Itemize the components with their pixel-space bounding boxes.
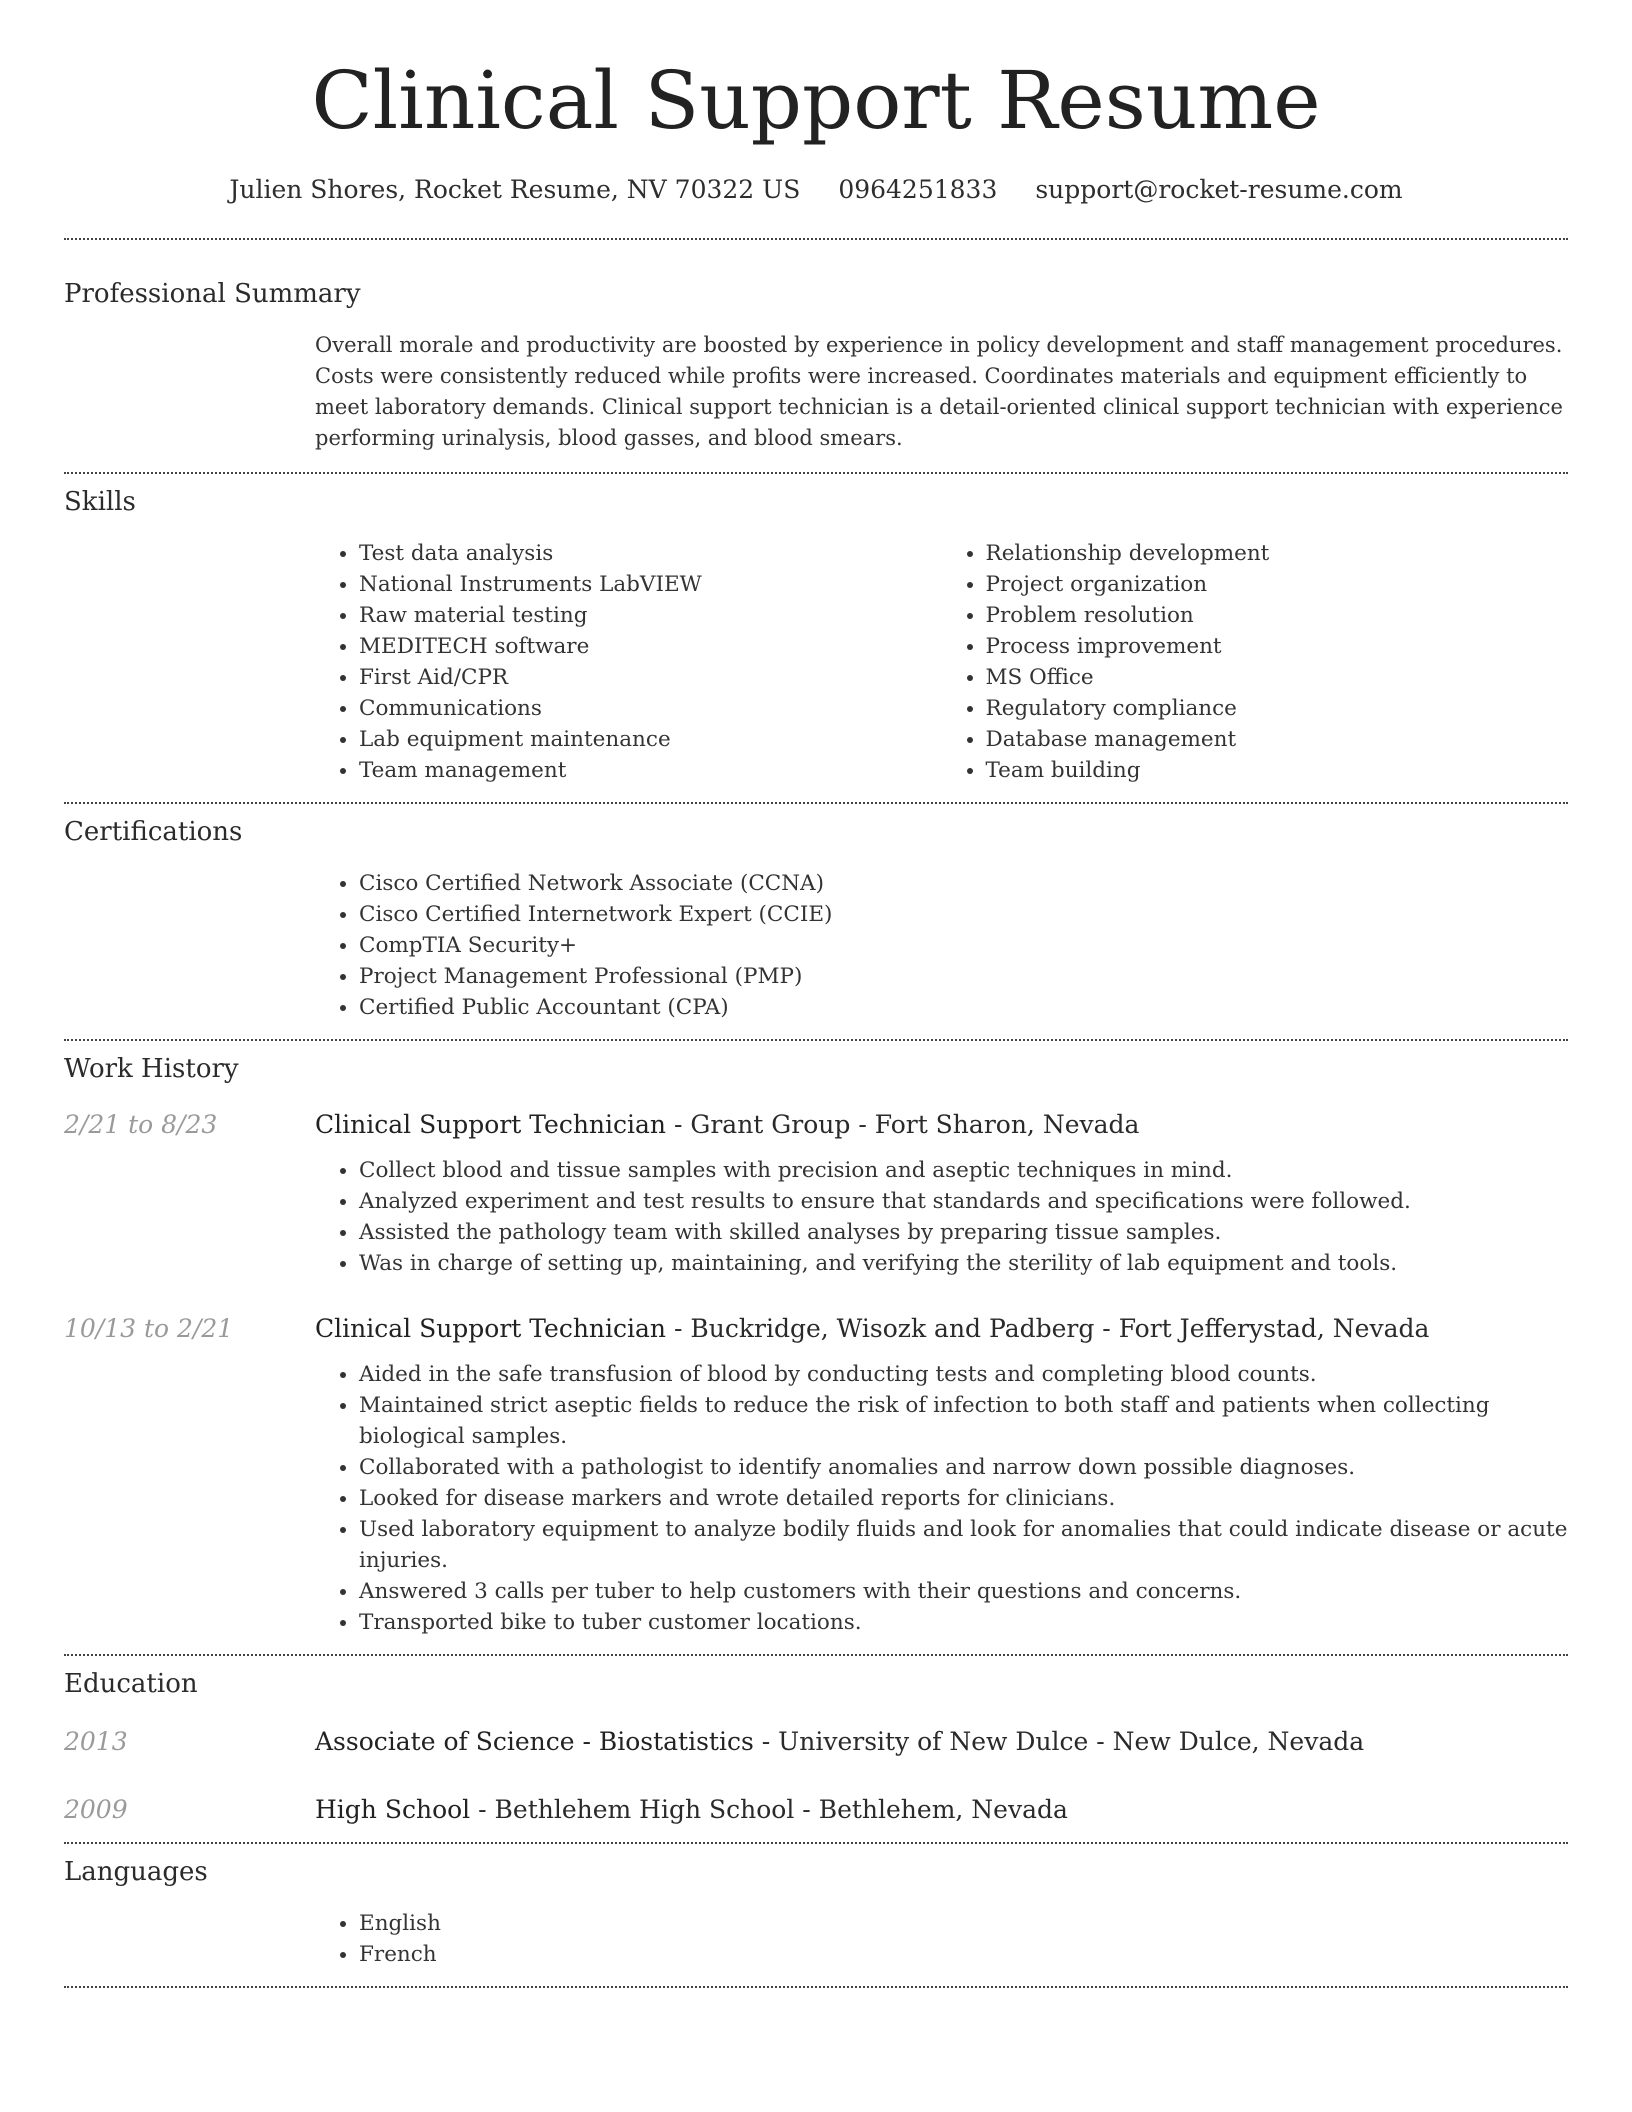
job-title [315, 1311, 1429, 1347]
list-item: • Communications [359, 693, 942, 724]
list-item: • Process improvement [986, 631, 1569, 662]
list-item: • Database management [986, 724, 1569, 755]
job-bullets [315, 1359, 1568, 1638]
job-employer: - Buckridge, Wisozk and Padberg - Fort Jefferystad, Nevada [666, 1314, 1430, 1343]
page-title: Clinical Support Resume [311, 54, 1321, 147]
education-year: 2009 [64, 1795, 128, 1824]
list-item: • Lab equipment maintenance [359, 724, 942, 755]
list-item: • CompTIA Security+ [359, 930, 1568, 961]
job-entry [64, 1107, 1568, 1279]
education-school: - University of New Dulce - New Dulce, Nevada [753, 1727, 1365, 1756]
work-history-heading: Work History [64, 1054, 239, 1084]
list-item: • Transported bike to tuber customer locations. [359, 1607, 1568, 1638]
education-year: 2013 [64, 1727, 128, 1756]
job-role: Clinical Support Technician [315, 1110, 667, 1139]
list-item: • Regulatory compliance [986, 693, 1569, 724]
list-item: • Was in charge of setting up, maintaining, and verifying the sterility of lab equipment and tools. [359, 1248, 1568, 1279]
list-item: • Relationship development [986, 538, 1569, 569]
list-item: • Test data analysis [359, 538, 942, 569]
skills-heading: Skills [64, 487, 136, 517]
education-entry [64, 1724, 1568, 1760]
list-item: • Answered 3 calls per tuber to help customers with their questions and concerns. [359, 1576, 1568, 1607]
skills-section [64, 474, 1568, 802]
list-item: • Raw material testing [359, 600, 942, 631]
job-employer: - Grant Group - Fort Sharon, Nevada [666, 1110, 1140, 1139]
summary-section [64, 240, 1568, 472]
contact-address: Julien Shores, Rocket Resume, NV 70322 US [229, 175, 801, 204]
list-item: • English [359, 1908, 1568, 1939]
work-history-section [64, 1041, 1568, 1654]
education-degree: High School [315, 1795, 471, 1824]
contact-line [64, 172, 1568, 208]
contact-email: support@rocket-resume.com [1035, 175, 1403, 204]
list-item: • Project organization [986, 569, 1569, 600]
list-item: • Maintained strict aseptic fields to reduce the risk of infection to both staff and patients when collecting biological samples. [359, 1390, 1568, 1452]
list-item: • National Instruments LabVIEW [359, 569, 942, 600]
list-item: • MEDITECH software [359, 631, 942, 662]
contact-phone: 0964251833 [838, 175, 998, 204]
list-item: • Certified Public Accountant (CPA) [359, 992, 1568, 1023]
education-degree: Associate of Science - Biostatistics [315, 1727, 754, 1756]
summary-text: Overall morale and productivity are boosted by experience in policy development and staff management procedures. Costs were consistently reduced while profits were increased. Coordinates materials and equipment efficiently to meet laboratory demands. Clinical support technician is a detail-oriented clinical support technician with experience performing urinalysis, blood gasses, and blood smears. [315, 333, 1563, 450]
summary-heading: Professional Summary [64, 279, 361, 309]
education-heading: Education [64, 1669, 198, 1699]
list-item: • Team building [986, 755, 1569, 786]
education-entry [64, 1792, 1568, 1828]
list-item: • Cisco Certified Network Associate (CCNA) [359, 868, 1568, 899]
list-item: • Problem resolution [986, 600, 1569, 631]
list-item: • Project Management Professional (PMP) [359, 961, 1568, 992]
skills-list-left [315, 538, 942, 786]
list-item: • MS Office [986, 662, 1569, 693]
skills-list-right [942, 538, 1569, 786]
education-title [315, 1724, 1364, 1760]
languages-list [315, 1908, 1568, 1970]
list-item: • Cisco Certified Internetwork Expert (CCIE) [359, 899, 1568, 930]
list-item: • French [359, 1939, 1568, 1970]
certifications-heading: Certifications [64, 817, 243, 847]
education-school: - Bethlehem High School - Bethlehem, Nevada [470, 1795, 1068, 1824]
certifications-list [315, 868, 1568, 1023]
education-section [64, 1656, 1568, 1842]
list-item: • Looked for disease markers and wrote detailed reports for clinicians. [359, 1483, 1568, 1514]
job-title [315, 1107, 1139, 1143]
job-bullets [315, 1155, 1568, 1279]
list-item: • Used laboratory equipment to analyze bodily fluids and look for anomalies that could indicate disease or acute injuries. [359, 1514, 1568, 1576]
certifications-section [64, 804, 1568, 1039]
list-item: • Team management [359, 755, 942, 786]
languages-heading: Languages [64, 1857, 208, 1887]
list-item: • Analyzed experiment and test results to ensure that standards and specifications were followed. [359, 1186, 1568, 1217]
list-item: • Collaborated with a pathologist to identify anomalies and narrow down possible diagnoses. [359, 1452, 1568, 1483]
list-item: • Assisted the pathology team with skilled analyses by preparing tissue samples. [359, 1217, 1568, 1248]
list-item: • Collect blood and tissue samples with precision and aseptic techniques in mind. [359, 1155, 1568, 1186]
job-entry [64, 1311, 1568, 1638]
list-item: • Aided in the safe transfusion of blood by conducting tests and completing blood counts. [359, 1359, 1568, 1390]
list-item: • First Aid/CPR [359, 662, 942, 693]
education-title [315, 1792, 1068, 1828]
job-dates: 10/13 to 2/21 [64, 1314, 234, 1343]
section-divider [64, 1986, 1568, 1988]
languages-section [64, 1844, 1568, 1986]
job-role: Clinical Support Technician [315, 1314, 667, 1343]
job-dates: 2/21 to 8/23 [64, 1110, 218, 1139]
